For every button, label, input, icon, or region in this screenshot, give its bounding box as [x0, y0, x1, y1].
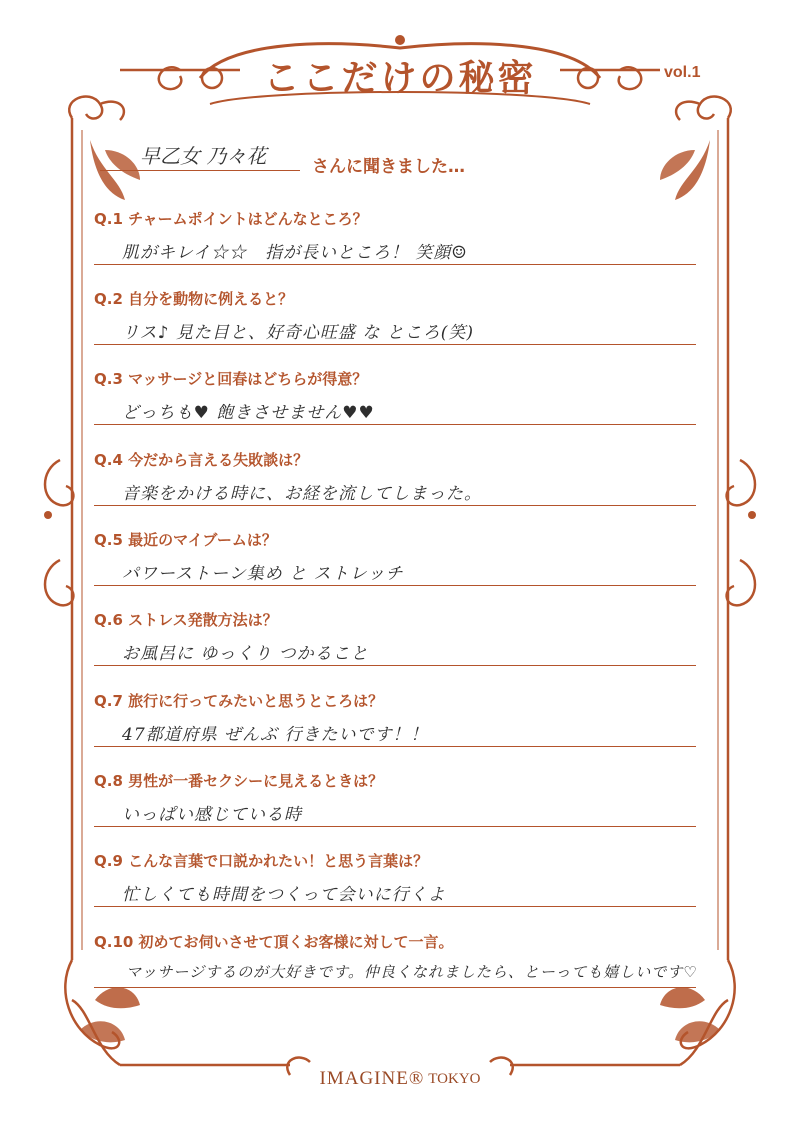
answer-line [94, 424, 696, 425]
question-9: Q.9 こんな言葉で口説かれたい！と思う言葉は？ [94, 852, 429, 870]
answer-2: リス♪ 見た目と、好奇心旺盛 な ところ(笑) [122, 323, 474, 343]
answer-7: 47都道府県 ぜんぶ 行きたいです！！ [122, 725, 429, 745]
answer-line [94, 264, 696, 265]
answer-line [94, 906, 696, 907]
answer-10: マッサージするのが大好きです。仲良くなれましたら、とーっても嬉しいです♡ [126, 963, 698, 981]
question-10: Q.10 初めてお伺いさせて頂くお客様に対して一言。 [94, 933, 454, 951]
question-1: Q.1 チャームポイントはどんなところ？ [94, 210, 368, 228]
answer-line [94, 746, 696, 747]
brand-city: TOKYO [428, 1070, 481, 1087]
answer-1: 肌がキレイ☆☆ 指が長いところ！ 笑顔☺ [122, 243, 468, 263]
answer-4: 音楽をかける時に、お経を流してしまった。 [122, 484, 482, 504]
volume-label: vol.1 [664, 64, 701, 81]
title-banner [258, 50, 542, 100]
answer-line [94, 987, 696, 988]
page-title: ここだけの秘密 [263, 57, 537, 99]
brand-name: IMAGINE® [319, 1068, 425, 1089]
question-3: Q.3 マッサージと回春はどちらが得意？ [94, 370, 368, 388]
question-7: Q.7 旅行に行ってみたいと思うところは？ [94, 692, 384, 710]
question-6: Q.6 ストレス発散方法は？ [94, 611, 278, 629]
question-5: Q.5 最近のマイブームは？ [94, 531, 277, 549]
question-8: Q.8 男性が一番セクシーに見えるときは？ [94, 772, 384, 790]
interviewee-row [100, 140, 700, 180]
answer-3: どっちも♥ 飽きさせません♥♥ [122, 403, 375, 423]
question-4: Q.4 今だから言える失敗談は？ [94, 451, 309, 469]
answer-5: パワーストーン集め と ストレッチ [122, 564, 404, 584]
footer-logo [290, 1064, 510, 1094]
answer-9: 忙しくても時間をつくって会いに行くよ [122, 885, 446, 905]
answer-line [94, 344, 696, 345]
question-2: Q.2 自分を動物に例えると？ [94, 290, 294, 308]
interviewee-suffix: さんに聞きました… [312, 157, 465, 177]
answer-6: お風呂に ゆっくり つかること [122, 644, 369, 664]
name-underline [100, 170, 300, 171]
answer-line [94, 665, 696, 666]
answer-line [94, 826, 696, 827]
answer-line [94, 585, 696, 586]
interviewee-name: 早乙女 乃々花 [140, 144, 267, 168]
answer-8: いっぱい感じている時 [122, 805, 302, 825]
answer-line [94, 505, 696, 506]
